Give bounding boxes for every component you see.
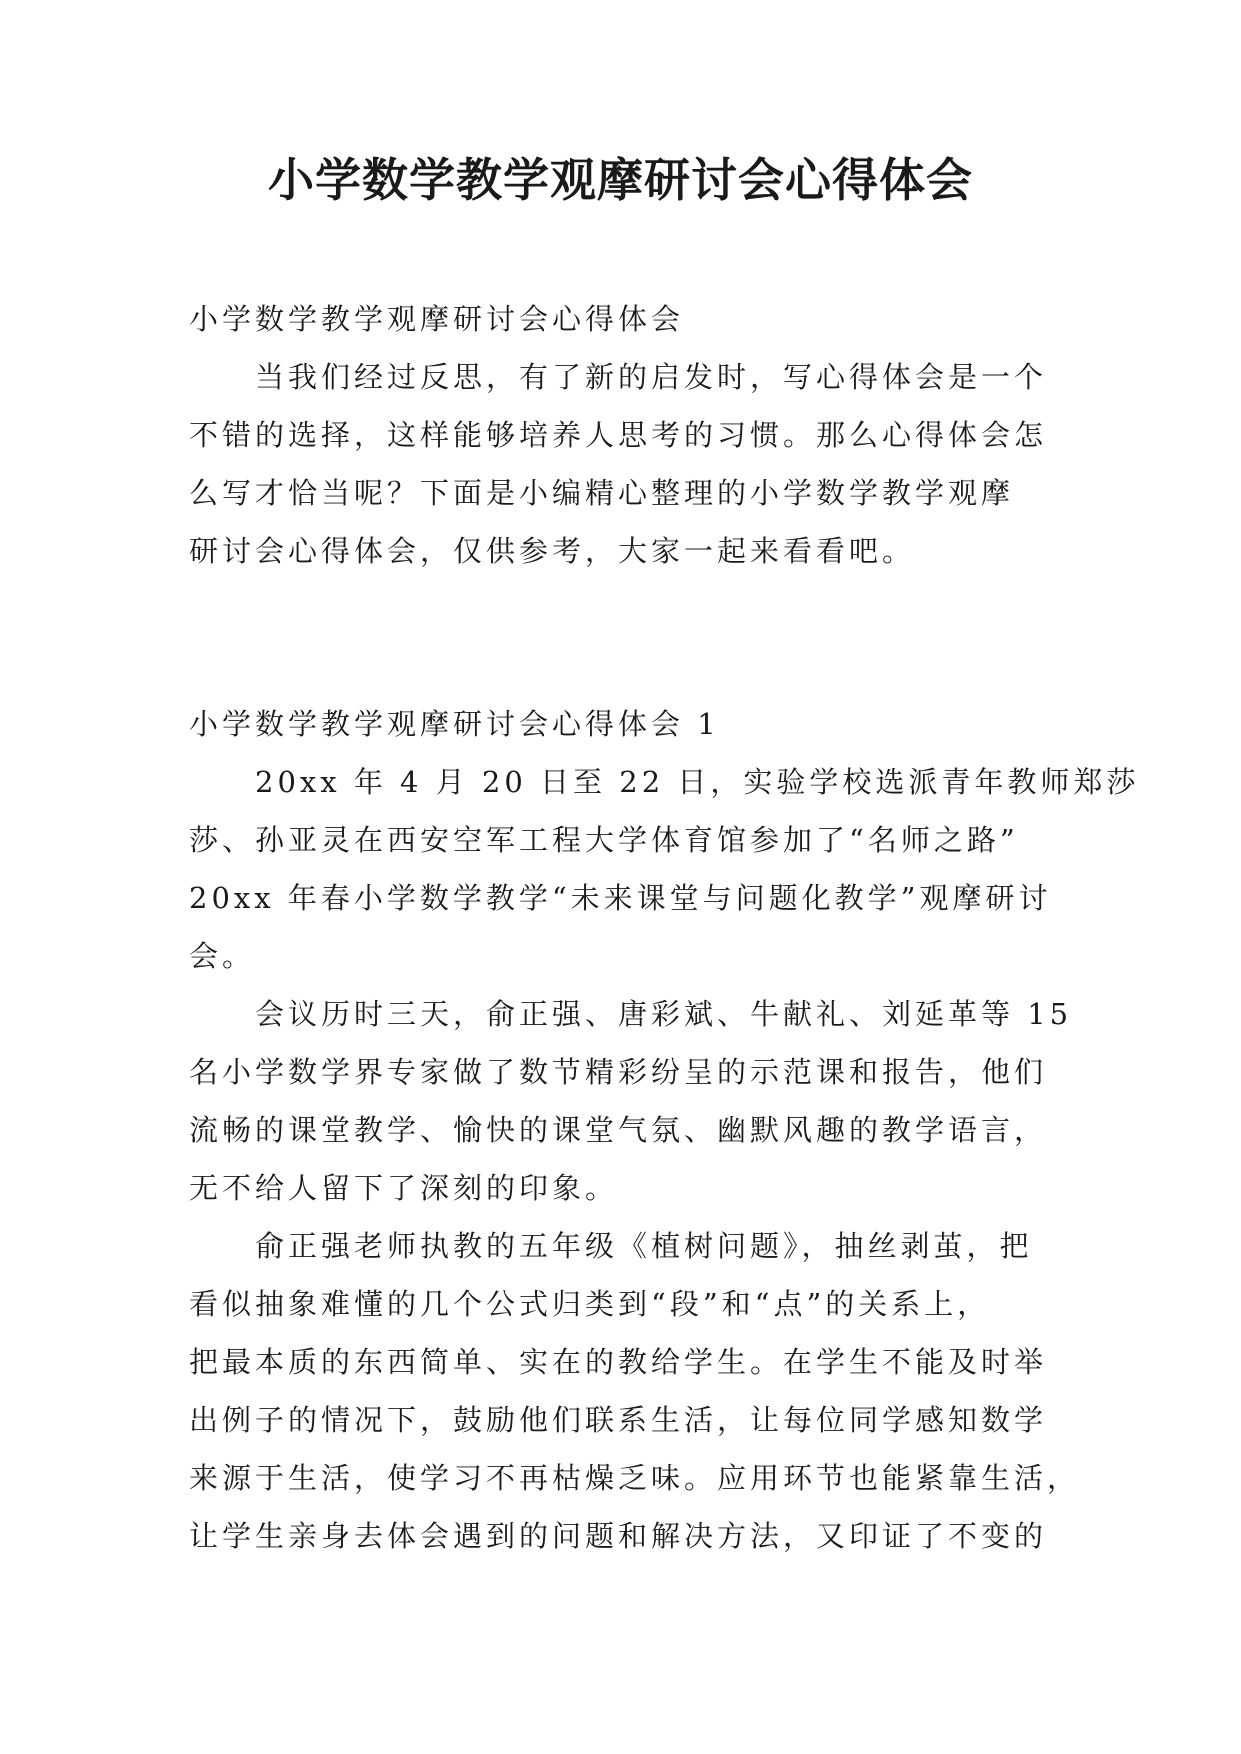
paragraph-line: 看似抽象难懂的几个公式归类到“段”和“点”的关系上，	[189, 1287, 991, 1321]
paragraph-line: 么写才恰当呢？下面是小编精心整理的小学数学教学观摩	[189, 476, 1015, 510]
paragraph-line: 出例子的情况下，鼓励他们联系生活，让每位同学感知数学	[189, 1403, 1048, 1437]
paragraph-line: 会。	[189, 939, 256, 973]
section-1-paragraph-3	[189, 1217, 1081, 1565]
paragraph-line: 会议历时三天，俞正强、唐彩斌、牛献礼、刘延革等 15	[255, 997, 1073, 1031]
paragraph-line: 无不给人留下了深刻的印象。	[189, 1171, 619, 1205]
intro-block	[189, 290, 1059, 580]
paragraph-line: 研讨会心得体会，仅供参考，大家一起来看看吧。	[189, 534, 916, 568]
intro-paragraph	[189, 348, 1059, 580]
paragraph-line: 俞正强老师执教的五年级《植树问题》，抽丝剥茧，把	[255, 1229, 1033, 1263]
paragraph-line: 不错的选择，这样能够培养人思考的习惯。那么心得体会怎	[189, 418, 1048, 452]
paragraph-line: 来源于生活，使学习不再枯燥乏味。应用环节也能紧靠生活，	[189, 1461, 1081, 1495]
section-1-paragraph-1	[189, 753, 1140, 985]
paragraph-line: 20xx 年 4 月 20 日至 22 日，实验学校选派青年教师郑莎	[255, 765, 1140, 799]
paragraph-line: 流畅的课堂教学、愉快的课堂气氛、幽默风趣的教学语言，	[189, 1113, 1048, 1147]
paragraph-line: 把最本质的东西简单、实在的教给学生。在学生不能及时举	[189, 1345, 1048, 1379]
document-title: 小学数学教学观摩研讨会心得体会	[268, 153, 973, 207]
paragraph-line: 20xx 年春小学数学教学“未来课堂与问题化教学”观摩研讨	[189, 881, 1052, 915]
section-1-heading: 小学数学教学观摩研讨会心得体会 1	[189, 707, 720, 741]
paragraph-line: 名小学数学界专家做了数节精彩纷呈的示范课和报告，他们	[189, 1055, 1048, 1089]
paragraph-line: 当我们经过反思，有了新的启发时，写心得体会是一个	[255, 360, 1048, 394]
section-1-paragraph-2	[189, 985, 1073, 1217]
intro-heading: 小学数学教学观摩研讨会心得体会	[189, 302, 685, 336]
paragraph-line: 让学生亲身去体会遇到的问题和解决方法，又印证了不变的	[189, 1519, 1048, 1553]
paragraph-line: 莎、孙亚灵在西安空军工程大学体育馆参加了“名师之路”	[189, 823, 1019, 857]
section-1-block	[189, 695, 1140, 1565]
